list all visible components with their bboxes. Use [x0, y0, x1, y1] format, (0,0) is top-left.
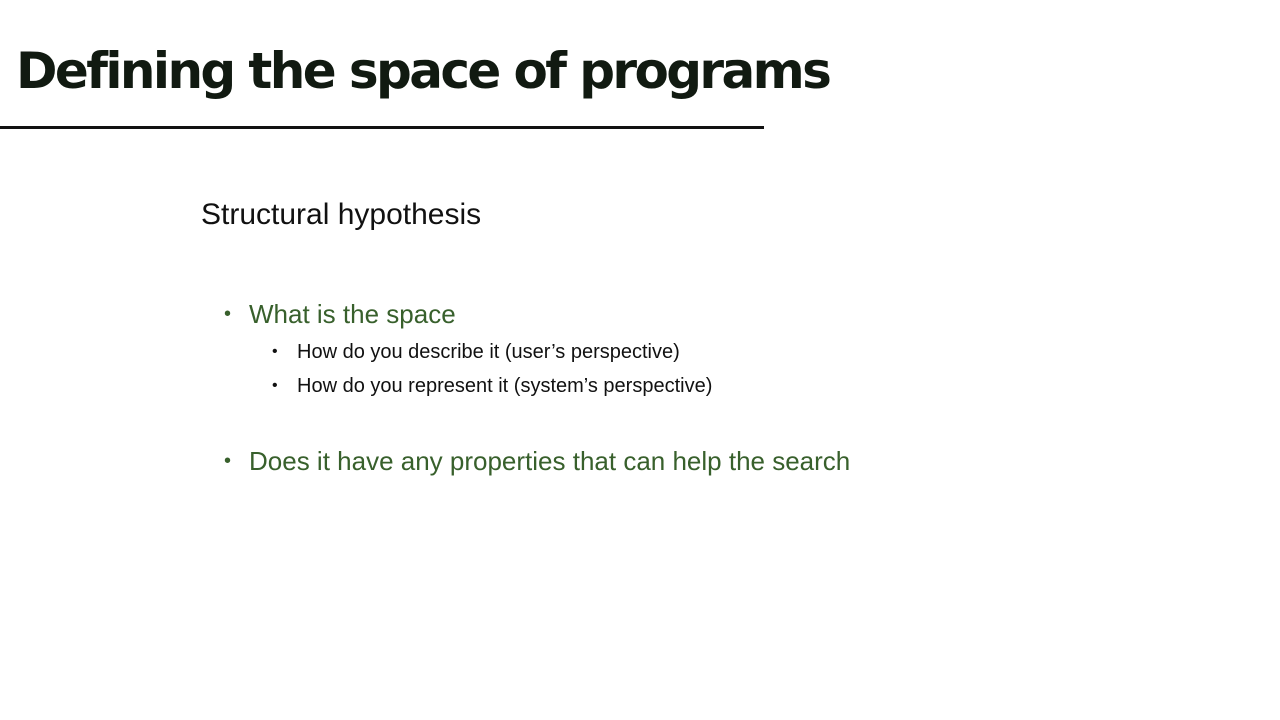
bullet-text: How do you describe it (user’s perspective): [297, 341, 680, 363]
slide-subtitle: Structural hypothesis: [201, 198, 482, 231]
bullet-dot-icon: •: [224, 303, 232, 325]
bullet-text: How do you represent it (system’s perspective): [297, 375, 713, 397]
title-underline: [0, 126, 764, 129]
bullet-text: Does it have any properties that can help the search: [249, 446, 851, 476]
slide-title: Defining the space of programs: [16, 42, 830, 100]
bullet-dot-icon: •: [272, 343, 278, 360]
bullet-dot-icon: •: [272, 377, 278, 394]
bullet-text: What is the space: [249, 299, 456, 329]
bullet-dot-icon: •: [224, 450, 232, 472]
